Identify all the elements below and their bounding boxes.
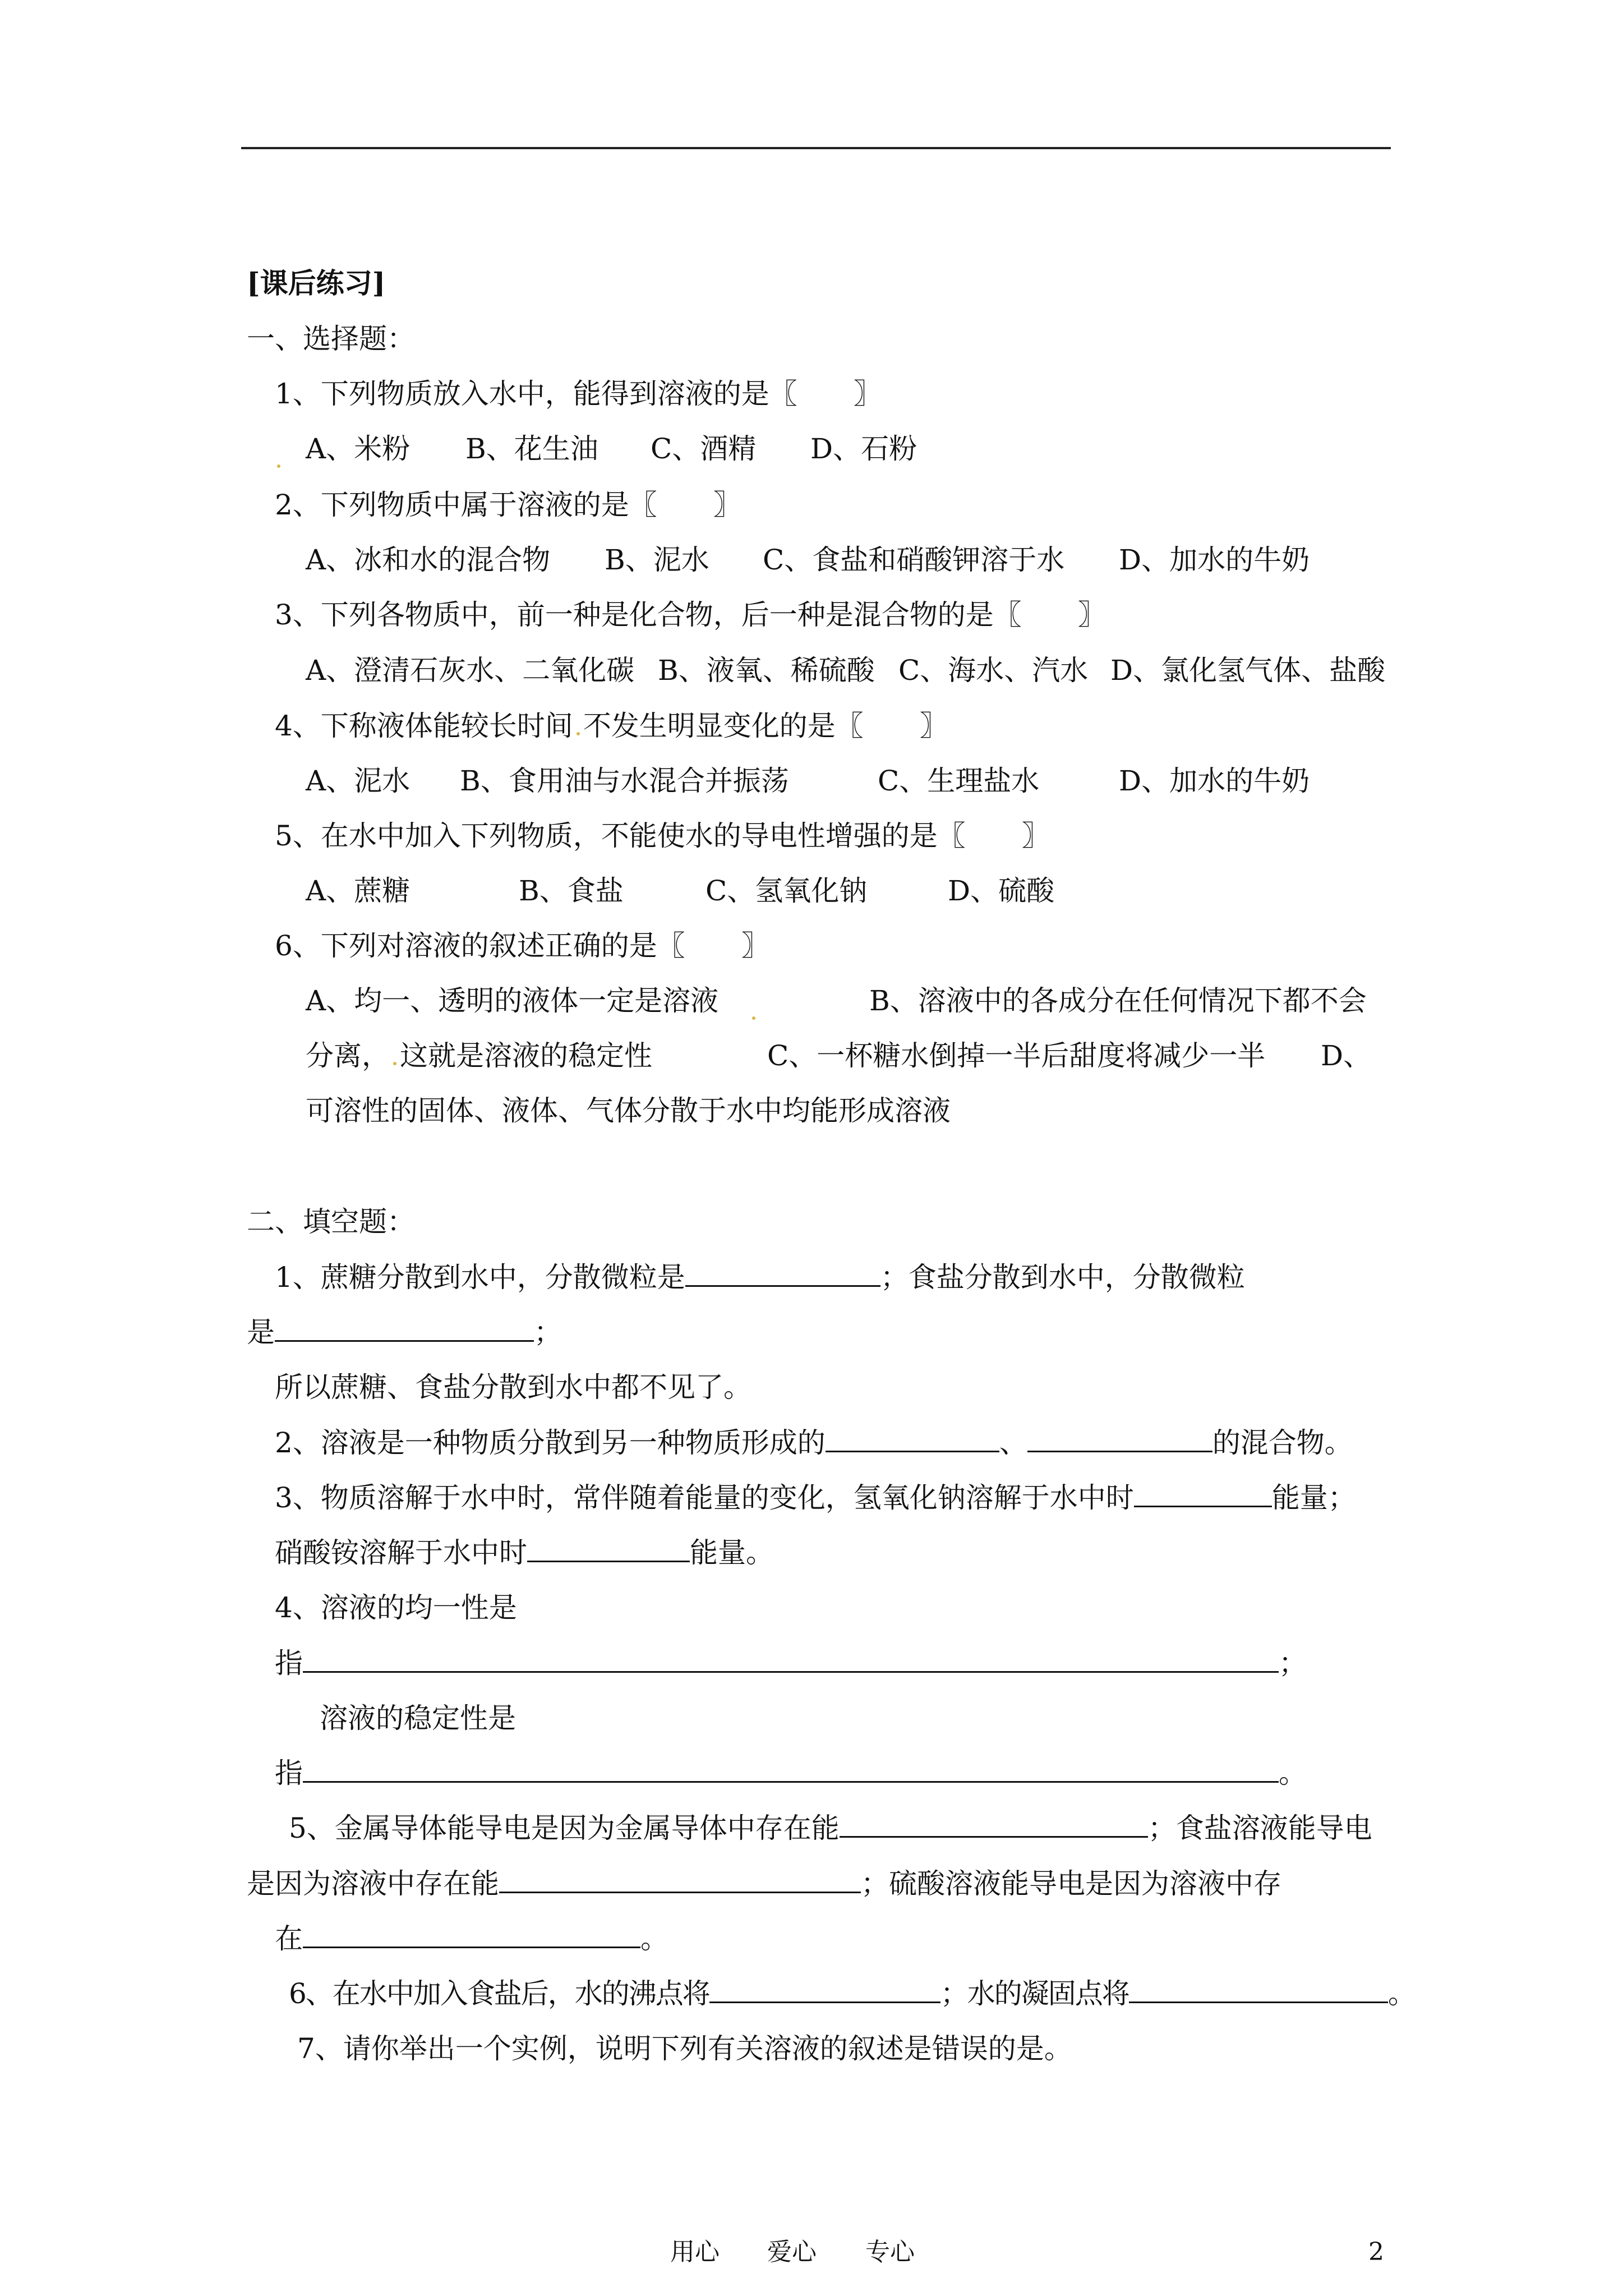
f5-text-b: ；食盐溶液能导电 bbox=[1147, 1812, 1372, 1844]
question-2-stem: 2、下列物质中属于溶液的是〖 〗 bbox=[275, 489, 741, 521]
q4-option-d: D、加水的牛奶 bbox=[1119, 765, 1310, 797]
f5-text-e: 在 bbox=[275, 1922, 303, 1955]
f1-text-a: 1、蔗糖分散到水中，分散微粒是 bbox=[275, 1261, 685, 1294]
f5-text-a: 5、金属导体能导电是因为金属导体中存在能 bbox=[289, 1812, 840, 1844]
q1-option-b: B、花生油 bbox=[465, 432, 598, 465]
q2-option-c: C、食盐和硝酸钾溶于水 bbox=[763, 544, 1065, 576]
q2-option-a: A、冰和水的混合物 bbox=[306, 544, 551, 576]
answer-blank[interactable] bbox=[826, 1426, 999, 1452]
f6-text-a: 6、在水中加入食盐后，水的沸点将 bbox=[289, 1977, 709, 2010]
question-5-stem: 5、在水中加入下列物质，不能使水的导电性增强的是〖 〗 bbox=[275, 820, 1050, 852]
fill-3-line-1 bbox=[275, 1481, 1356, 1515]
q3-option-a: A、澄清石灰水、二氧化碳 bbox=[306, 654, 635, 687]
answer-blank[interactable] bbox=[1129, 1977, 1388, 2003]
answer-blank[interactable] bbox=[303, 1756, 1279, 1783]
answer-blank[interactable] bbox=[303, 1646, 1279, 1673]
f1-text-c: 是 bbox=[247, 1316, 275, 1349]
q4-stem-part-a: 4、下称液体能较长时间 bbox=[275, 710, 573, 742]
answer-blank[interactable] bbox=[685, 1260, 880, 1287]
fill-5-line-2 bbox=[247, 1867, 1281, 1901]
mark-dot bbox=[752, 1016, 755, 1020]
mark-dot bbox=[577, 732, 580, 735]
q6-option-a: A、均一、透明的液体一定是溶液 bbox=[306, 984, 719, 1017]
answer-blank[interactable] bbox=[840, 1811, 1148, 1838]
f4-text-f: 。 bbox=[1279, 1757, 1307, 1789]
q3-option-d: D、氯化氢气体、盐酸 bbox=[1110, 654, 1386, 687]
answer-blank[interactable] bbox=[499, 1867, 861, 1893]
f3-text-d: 能量。 bbox=[690, 1536, 774, 1569]
q4-option-c: C、生理盐水 bbox=[878, 765, 1040, 797]
f1-text-b: ；食盐分散到水中，分散微粒 bbox=[880, 1261, 1245, 1294]
f2-text-c: 的混合物。 bbox=[1212, 1427, 1353, 1459]
fill-1-line-3: 所以蔗糖、食盐分散到水中都不见了。 bbox=[275, 1371, 751, 1404]
q5-option-a: A、蔗糖 bbox=[306, 875, 411, 907]
q1-option-c: C、酒精 bbox=[651, 432, 757, 465]
fill-7: 7、请你举出一个实例，说明下列有关溶液的叙述是错误的是。 bbox=[297, 2032, 1072, 2065]
f3-text-c: 硝酸铵溶解于水中时 bbox=[275, 1536, 527, 1569]
q5-option-d: D、硫酸 bbox=[948, 875, 1055, 907]
answer-blank[interactable] bbox=[275, 1315, 534, 1342]
q6-option-b: B、溶液中的各成分在任何情况下都不会 bbox=[869, 984, 1367, 1017]
q3-option-c: C、海水、汽水 bbox=[898, 654, 1089, 687]
mark-dot bbox=[277, 464, 280, 468]
f3-text-b: 能量； bbox=[1271, 1481, 1356, 1514]
f2-text-a: 2、溶液是一种物质分散到另一种物质形成的 bbox=[275, 1427, 826, 1459]
f4-text-c: ； bbox=[1279, 1647, 1307, 1680]
answer-blank[interactable] bbox=[527, 1536, 690, 1562]
fill-5-line-3 bbox=[275, 1922, 668, 1955]
footer-motto-3: 专心 bbox=[865, 2238, 915, 2266]
question-3-stem: 3、下列各物质中，前一种是化合物，后一种是混合物的是〖 〗 bbox=[275, 599, 1106, 631]
page-number: 2 bbox=[1368, 2238, 1384, 2266]
q6-b-cont-a: 分离， bbox=[306, 1039, 390, 1072]
f5-text-d: ；硫酸溶液能导电是因为溶液中存 bbox=[861, 1867, 1281, 1900]
q1-option-a: A、米粉 bbox=[306, 432, 411, 465]
fill-1-line-1 bbox=[275, 1260, 1245, 1294]
answer-blank[interactable] bbox=[303, 1922, 640, 1948]
q6-option-d-text: 可溶性的固体、液体、气体分散于水中均能形成溶液 bbox=[306, 1094, 951, 1127]
q2-option-b: B、泥水 bbox=[605, 544, 709, 576]
footer-motto-1: 用心 bbox=[670, 2238, 720, 2266]
f6-text-c: 。 bbox=[1387, 1977, 1415, 2010]
q1-option-d: D、石粉 bbox=[810, 432, 917, 465]
section-homework-heading: [课后练习] bbox=[247, 266, 386, 300]
q4-option-b: B、食用油与水混合并振荡 bbox=[460, 765, 789, 797]
f1-text-d: ； bbox=[534, 1316, 562, 1349]
fill-3-line-2 bbox=[275, 1536, 774, 1570]
question-1-stem: 1、下列物质放入水中，能得到溶液的是〖 〗 bbox=[275, 378, 882, 410]
header-rule bbox=[241, 147, 1391, 149]
f4-text-e: 指 bbox=[275, 1757, 303, 1789]
question-6-stem: 6、下列对溶液的叙述正确的是〖 〗 bbox=[275, 930, 769, 962]
f3-text-a: 3、物质溶解于水中时，常伴随着能量的变化，氢氧化钠溶解于水中时 bbox=[275, 1481, 1134, 1514]
fill-4-line-1: 4、溶液的均一性是 bbox=[275, 1591, 517, 1624]
q6-option-b-continued bbox=[306, 1039, 652, 1073]
question-4-stem bbox=[275, 709, 948, 743]
fill-5-line-1 bbox=[289, 1811, 1372, 1845]
fill-4-line-3: 溶液的稳定性是 bbox=[320, 1702, 516, 1734]
q6-b-cont-b: 这就是溶液的稳定性 bbox=[400, 1039, 652, 1072]
f6-text-b: ；水的凝固点将 bbox=[940, 1977, 1129, 2010]
answer-blank[interactable] bbox=[709, 1977, 940, 2003]
fill-4-line-2 bbox=[275, 1646, 1307, 1680]
mark-dot bbox=[393, 1062, 396, 1065]
f5-text-c: 是因为溶液中存在能 bbox=[247, 1867, 499, 1900]
q5-option-c: C、氢氧化钠 bbox=[706, 875, 868, 907]
q6-option-d-label: D、 bbox=[1321, 1039, 1372, 1072]
q6-option-c: C、一杯糖水倒掉一半后甜度将减少一半 bbox=[767, 1039, 1266, 1072]
f5-text-f: 。 bbox=[640, 1922, 668, 1955]
fill-1-line-2 bbox=[247, 1315, 562, 1349]
f4-text-b: 指 bbox=[275, 1647, 303, 1680]
q3-option-b: B、液氧、稀硫酸 bbox=[658, 654, 875, 687]
answer-blank[interactable] bbox=[1134, 1481, 1272, 1507]
q4-stem-part-b: 不发生明显变化的是〖 〗 bbox=[583, 710, 948, 742]
q5-option-b: B、食盐 bbox=[519, 875, 624, 907]
part1-title: 一、选择题： bbox=[247, 323, 415, 355]
part2-title: 二、填空题： bbox=[247, 1205, 415, 1238]
fill-2 bbox=[275, 1426, 1353, 1460]
q4-option-a: A、泥水 bbox=[306, 765, 411, 797]
f2-text-b: 、 bbox=[999, 1427, 1027, 1459]
fill-6 bbox=[289, 1977, 1415, 2010]
q2-option-d: D、加水的牛奶 bbox=[1119, 544, 1310, 576]
answer-blank[interactable] bbox=[1027, 1426, 1212, 1452]
footer-motto-2: 爱心 bbox=[767, 2238, 817, 2266]
fill-4-line-4 bbox=[275, 1756, 1307, 1790]
